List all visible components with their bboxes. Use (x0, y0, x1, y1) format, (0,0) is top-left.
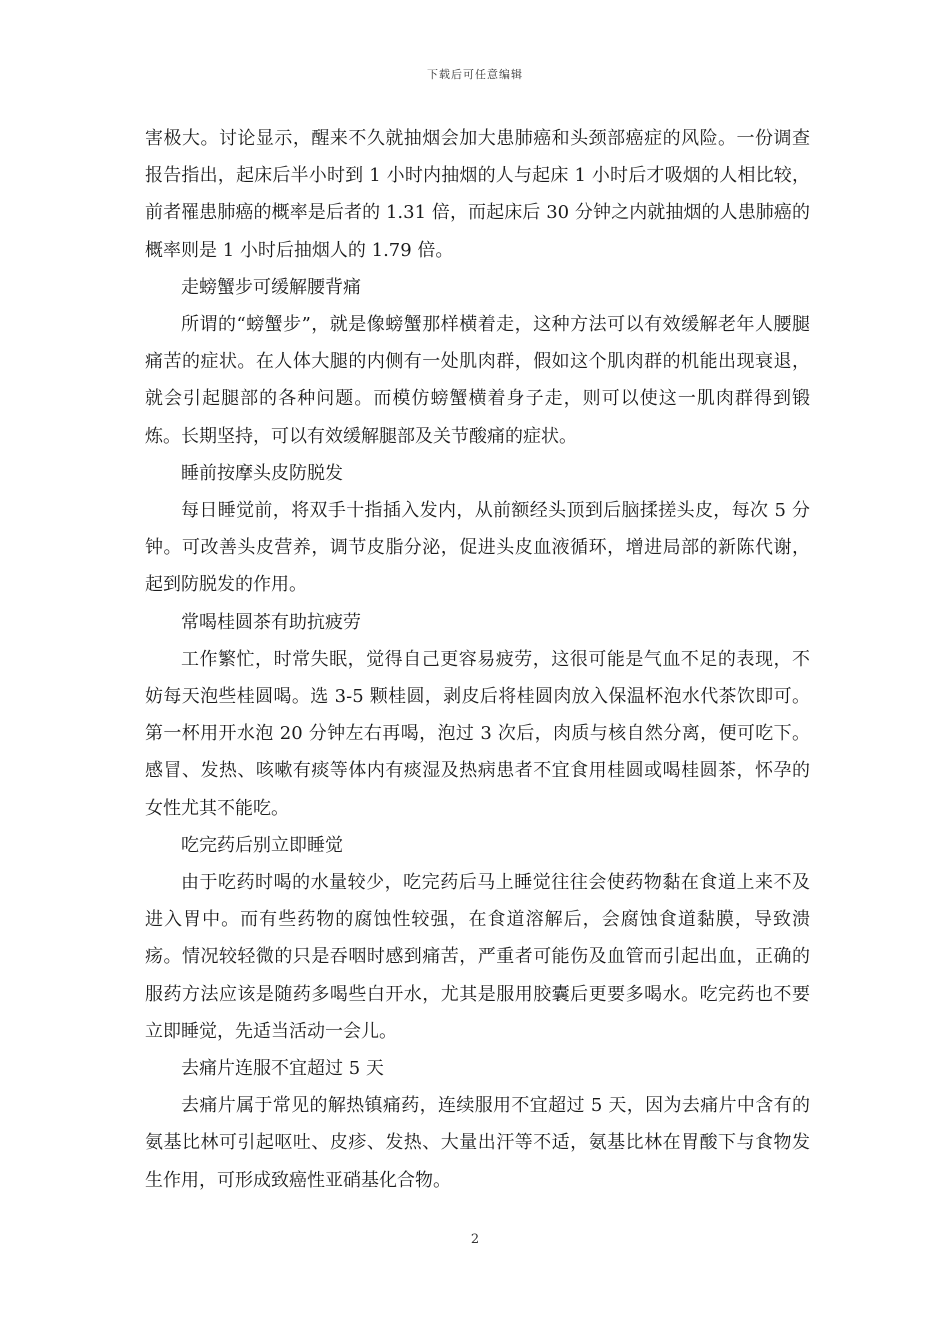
paragraph-medicine-sleep: 由于吃药时喝的水量较少，吃完药后马上睡觉往往会使药物黏在食道上来不及进入胃中。而有些药物的腐蚀性较强，在食道溶解后，会腐蚀食道黏膜，导致溃疡。情况较轻微的只是吞咽时感到痛苦，严重者可能伤及血管而引起出血，正确的服药方法应该是随药多喝些白开水，尤其是服用胶囊后更要多喝水。吃完药也不要立即睡觉，先适当活动一会儿。 (145, 872, 810, 1042)
page-header: 下载后可任意编辑 (427, 68, 523, 81)
page-number: 2 (470, 1232, 480, 1247)
section-heading-crab-walk: 走螃蟹步可缓解腰背痛 (181, 276, 361, 298)
section-heading-longan-tea: 常喝桂圆茶有助抗疲劳 (181, 611, 361, 633)
paragraph-painkiller: 去痛片属于常见的解热镇痛药，连续服用不宜超过 5 天，因为去痛片中含有的氨基比林可引起呕吐、皮疹、发热、大量出汗等不适，氨基比林在胃酸下与食物发生作用，可形成致癌性亚硝基化合物。 (145, 1095, 810, 1191)
section-heading-scalp-massage: 睡前按摩头皮防脱发 (181, 462, 343, 484)
section-heading-medicine-sleep: 吃完药后别立即睡觉 (181, 834, 343, 856)
paragraph-continued: 害极大。讨论显示，醒来不久就抽烟会加大患肺癌和头颈部癌症的风险。一份调查报告指出，起床后半小时到 1 小时内抽烟的人与起床 1 小时后才吸烟的人相比较，前者罹患肺癌的概率是后者的 1.31 倍，而起床后 30 分钟之内就抽烟的人患肺癌的概率则是 1 小时后抽烟人的 1.79 倍。 (145, 128, 810, 261)
section-heading-painkiller: 去痛片连服不宜超过 5 天 (181, 1058, 384, 1080)
document-body (145, 120, 810, 1199)
paragraph-longan-tea: 工作繁忙，时常失眠，觉得自己更容易疲劳，这很可能是气血不足的表现，不妨每天泡些桂圆喝。选 3-5 颗桂圆，剥皮后将桂圆肉放入保温杯泡水代茶饮即可。第一杯用开水泡 20 分钟左右再喝，泡过 3 次后，肉质与核自然分离，便可吃下。感冒、发热、咳嗽有痰等体内有痰湿及热病患者不宜食用桂圆或喝桂圆茶，怀孕的女性尤其不能吃。 (145, 648, 810, 819)
paragraph-scalp-massage: 每日睡觉前，将双手十指插入发内，从前额经头顶到后脑揉搓头皮，每次 5 分钟。可改善头皮营养，调节皮脂分泌，促进头皮血液循环，增进局部的新陈代谢，起到防脱发的作用。 (145, 500, 810, 596)
paragraph-crab-walk: 所谓的“螃蟹步”，就是像螃蟹那样横着走，这种方法可以有效缓解老年人腰腿痛苦的症状。在人体大腿的内侧有一处肌肉群，假如这个肌肉群的机能出现衰退，就会引起腿部的各种问题。而模仿螃蟹横着身子走，则可以使这一肌肉群得到锻炼。长期坚持，可以有效缓解腿部及关节酸痛的症状。 (145, 314, 810, 447)
